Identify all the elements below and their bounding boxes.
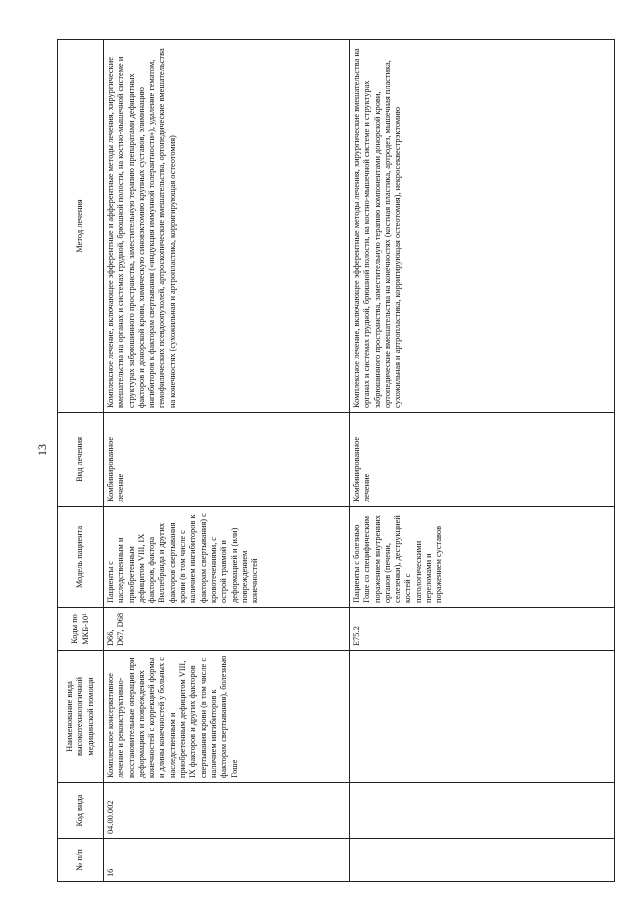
cell-code-type: 04.00.002 (104, 783, 350, 839)
header-model: Модель пациента (58, 507, 104, 608)
cell-method: Комплексное лечение, включающее эфферентные и афферентные методы лечения, хирургические вмешательства на органах и системах грудной, брюшной полости, на костно-мышечной системе и структурах забрюшинного пространства, заместительную терапию препаратами дефицитных факторов и донорской крови, химическую синовэктомию крупных суставов, элиминацию ингибиторов к факторам свертывания («индукция иммунной толерантности»), удаление гематом, гемофилических псевдоопухолей, артроскопические вмешательства, ортопедические вмешательства на конечностях (сухожильная и артропластика, корригирующая остеотомия) (104, 40, 350, 413)
header-num: № п/п (58, 839, 104, 882)
header-icd: Коды по МКБ-10¹ (58, 608, 104, 651)
rotated-table-container (57, 40, 614, 882)
header-method: Метод лечения (58, 40, 104, 413)
cell-treatment-type: Комбинированное лечение (104, 413, 350, 507)
table-row (350, 40, 615, 882)
cell-num: 16 (104, 839, 350, 882)
cell-treatment-type: Комбинированное лечение (350, 413, 615, 507)
header-code-type: Код вида (58, 783, 104, 839)
cell-icd: D66, D67, D68 (104, 608, 350, 651)
cell-icd: E75.2 (350, 608, 615, 651)
cell-method: Комплексное лечение, включающее эфферентные методы лечения, хирургические вмешательства на органах и системах грудной, брюшной полости, на костно-мышечной системе и структурах забрюшинного пространства, заместительную терапию компонентами донорской крови, ортопедические вмешательства на конечностях (костная пластика, артродез, мышечная пластика, сухожильная и артропластика, корригирующая остеотомия), некросеквестрэктомию (350, 40, 615, 413)
header-treatment-type: Вид лечения (58, 413, 104, 507)
cell-name: Комплексное консервативное лечение и реконструктивно-восстановительные операции при деформациях и повреждениях конечностей с коррекцией формы и длины конечностей у больных с наследственным и приобретенным дефицитом VIII, IX факторов и других факторов свертывания крови (в том числе с наличием ингибиторов к факторам свертывания), болезнью Гоше (104, 651, 350, 783)
table-row (104, 40, 350, 882)
cell-model: Пациенты с болезнью Гоше со специфическим поражением внутренних органов (печени, селезенки), деструкцией костей с патологическими переломами и поражением суставов (350, 507, 615, 608)
medical-care-table (57, 39, 615, 882)
page-number: 13 (35, 444, 49, 456)
cell-code-type-empty (350, 783, 615, 839)
header-name: Наименование вида высокотехнологичной медицинской помощи (58, 651, 104, 783)
cell-num-empty (350, 839, 615, 882)
table-header-row (58, 40, 104, 882)
cell-name-empty (350, 651, 615, 783)
cell-model: Пациенты с наследственным и приобретенным дефицитом VIII, IX факторов, фактора Виллебранда и других факторов свертывания крови (в том числе с наличием ингибиторов к факторам свертывания) с кровотечениями, с острой травмой и деформацией и (или) повреждением конечностей (104, 507, 350, 608)
